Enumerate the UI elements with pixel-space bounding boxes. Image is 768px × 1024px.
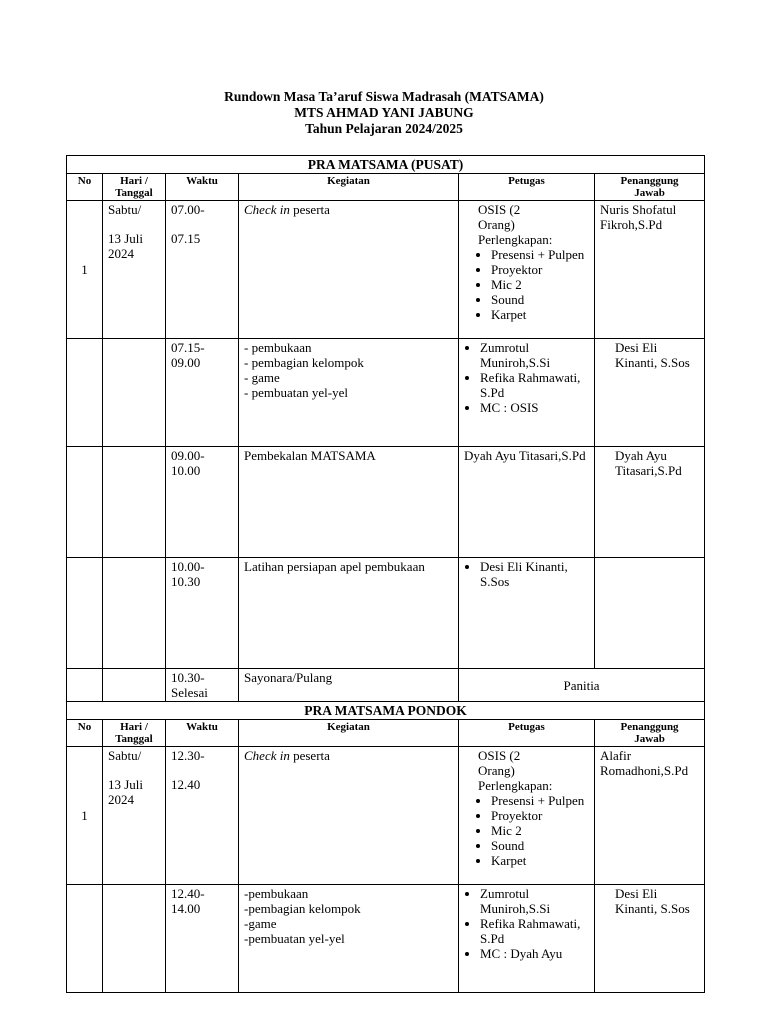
col-waktu: Waktu	[166, 720, 239, 747]
row-petugas: Dyah Ayu Titasari,S.Pd	[459, 447, 595, 558]
list-item: • Proyektor	[491, 808, 589, 823]
col-hari-tanggal: Hari / Tanggal	[103, 174, 166, 201]
section-2-title-row	[67, 702, 705, 720]
row-penanggung-jawab: Dyah Ayu Titasari,S.Pd	[595, 447, 705, 558]
list-item: • Zumrotul Muniroh,S.Si	[480, 340, 589, 370]
list-item: • Presensi + Pulpen	[491, 793, 589, 808]
row-waktu: 12.40- 14.00	[166, 885, 239, 993]
row-petugas	[459, 339, 595, 447]
table-row	[67, 339, 705, 447]
list-item: • Sound	[491, 838, 589, 853]
activity-line: - game	[244, 370, 280, 385]
list-item: • MC : Dyah Ayu	[480, 946, 589, 961]
col-kegiatan: Kegiatan	[239, 174, 459, 201]
table-row	[67, 747, 705, 885]
section-1-title-row	[67, 156, 705, 174]
title-line-1: Rundown Masa Ta’aruf Siswa Madrasah (MATSAMA)	[224, 89, 544, 104]
row-kegiatan: Latihan persiapan apel pembukaan	[239, 558, 459, 669]
row-kegiatan: Sayonara/Pulang	[239, 669, 459, 702]
col-penanggung-jawab: Penanggung Jawab	[595, 174, 705, 201]
row-petugas	[459, 885, 595, 993]
col-petugas: Petugas	[459, 720, 595, 747]
title-line-2: MTS AHMAD YANI JABUNG	[294, 105, 474, 120]
row-waktu: 10.30- Selesai	[166, 669, 239, 702]
list-item: • Mic 2	[491, 277, 589, 292]
list-item: • MC : OSIS	[480, 400, 589, 415]
table-row	[67, 669, 705, 702]
row-hari-tanggal: Sabtu/ 13 Juli 2024	[103, 747, 166, 885]
table-row	[67, 201, 705, 339]
col-kegiatan: Kegiatan	[239, 720, 459, 747]
table-row	[67, 558, 705, 669]
list-item: • Desi Eli Kinanti, S.Sos	[480, 559, 589, 589]
list-item: • Refika Rahmawati, S.Pd	[480, 916, 589, 946]
row-petugas: OSIS (2 Orang) Perlengkapan: • Presensi + Pulpen • Proyektor • Mic 2 • Sound • Karpet	[459, 201, 595, 339]
section-1-title: PRA MATSAMA (PUSAT)	[67, 156, 705, 174]
title-line-3: Tahun Pelajaran 2024/2025	[305, 121, 463, 136]
col-waktu: Waktu	[166, 174, 239, 201]
col-petugas: Petugas	[459, 174, 595, 201]
section-2-title: PRA MATSAMA PONDOK	[67, 702, 705, 720]
row-hari-tanggal: Sabtu/ 13 Juli 2024	[103, 201, 166, 339]
list-item: • Mic 2	[491, 823, 589, 838]
table-row	[67, 447, 705, 558]
document-title	[0, 89, 768, 137]
list-item: • Proyektor	[491, 262, 589, 277]
col-penanggung-jawab: Penanggung Jawab	[595, 720, 705, 747]
row-no: 1	[67, 201, 103, 339]
list-item: • Sound	[491, 292, 589, 307]
row-no: 1	[67, 747, 103, 885]
row-waktu: 10.00- 10.30	[166, 558, 239, 669]
row-petugas: Panitia	[459, 669, 705, 702]
row-penanggung-jawab: Nuris Shofatul Fikroh,S.Pd	[595, 201, 705, 339]
row-petugas	[459, 558, 595, 669]
col-hari-tanggal: Hari / Tanggal	[103, 720, 166, 747]
list-item: • Karpet	[491, 307, 589, 322]
section-2-header-row	[67, 720, 705, 747]
row-kegiatan: Pembekalan MATSAMA	[239, 447, 459, 558]
list-item: • Refika Rahmawati, S.Pd	[480, 370, 589, 400]
row-petugas: OSIS (2 Orang) Perlengkapan: • Presensi + Pulpen • Proyektor • Mic 2 • Sound • Karpet	[459, 747, 595, 885]
row-waktu: 12.30- 12.40	[166, 747, 239, 885]
row-waktu: 09.00- 10.00	[166, 447, 239, 558]
equipment-list	[464, 793, 589, 868]
section-1-header-row	[67, 174, 705, 201]
row-penanggung-jawab: Desi Eli Kinanti, S.Sos	[595, 339, 705, 447]
table-row	[67, 885, 705, 993]
col-no: No	[67, 720, 103, 747]
row-penanggung-jawab: Desi Eli Kinanti, S.Sos	[595, 885, 705, 993]
row-kegiatan	[239, 885, 459, 993]
rundown-table	[66, 155, 705, 993]
list-item: • Karpet	[491, 853, 589, 868]
row-kegiatan: Check in peserta	[239, 747, 459, 885]
activity-line: -game	[244, 916, 277, 931]
activity-line: -pembagian kelompok	[244, 901, 361, 916]
col-no: No	[67, 174, 103, 201]
list-item: • Zumrotul Muniroh,S.Si	[480, 886, 589, 916]
row-kegiatan	[239, 339, 459, 447]
row-waktu: 07.15- 09.00	[166, 339, 239, 447]
activity-line: - pembukaan	[244, 340, 312, 355]
equipment-list	[464, 247, 589, 322]
activity-line: - pembagian kelompok	[244, 355, 364, 370]
row-waktu: 07.00- 07.15	[166, 201, 239, 339]
activity-line: -pembuatan yel-yel	[244, 931, 345, 946]
activity-line: -pembukaan	[244, 886, 309, 901]
list-item: • Presensi + Pulpen	[491, 247, 589, 262]
row-penanggung-jawab: Alafir Romadhoni,S.Pd	[595, 747, 705, 885]
activity-line: - pembuatan yel-yel	[244, 385, 348, 400]
row-kegiatan: Check in peserta	[239, 201, 459, 339]
